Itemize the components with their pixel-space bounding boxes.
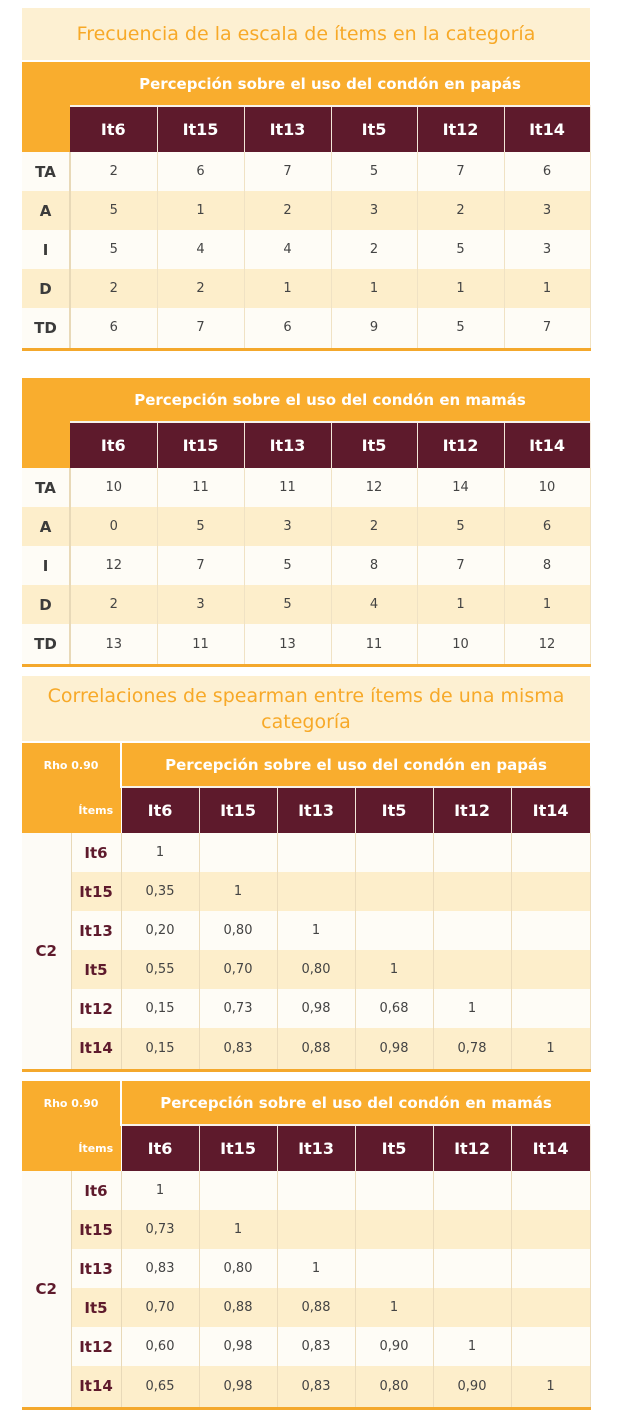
value-cell: 0,83	[121, 1249, 199, 1288]
row-label: TD	[22, 624, 70, 665]
value-cell	[433, 950, 511, 989]
value-cell: 0,80	[277, 950, 355, 989]
column-header: It12	[417, 422, 504, 468]
value-cell: 5	[157, 507, 244, 546]
items-label: Ítems	[71, 1125, 121, 1171]
value-cell: 0,88	[277, 1028, 355, 1070]
value-cell: 11	[157, 624, 244, 665]
value-cell: 1	[504, 269, 590, 308]
rho-label: Rho 0.90	[22, 1081, 121, 1125]
row-label: It5	[71, 950, 121, 989]
value-cell: 10	[70, 468, 157, 507]
value-cell: 0,80	[199, 911, 277, 950]
table-row	[22, 546, 590, 585]
value-cell: 8	[331, 546, 417, 585]
value-cell: 5	[70, 191, 157, 230]
value-cell	[433, 872, 511, 911]
value-cell: 2	[157, 269, 244, 308]
value-cell: 7	[244, 152, 331, 191]
value-cell: 1	[199, 872, 277, 911]
value-cell: 5	[70, 230, 157, 269]
value-cell: 0,83	[277, 1366, 355, 1408]
value-cell: 1	[504, 585, 590, 624]
value-cell: 1	[121, 1171, 199, 1210]
value-cell: 11	[331, 624, 417, 665]
category-label: C2	[22, 833, 71, 1070]
table-row	[22, 585, 590, 624]
value-cell: 0,80	[199, 1249, 277, 1288]
table-row	[22, 1171, 590, 1210]
row-label: It6	[71, 1171, 121, 1210]
table-row	[22, 1249, 590, 1288]
table-corner	[22, 62, 70, 152]
value-cell: 2	[331, 507, 417, 546]
row-label: TA	[22, 152, 70, 191]
row-label: It13	[71, 911, 121, 950]
value-cell: 0,90	[355, 1327, 433, 1366]
value-cell: 12	[504, 624, 590, 665]
row-label: It14	[71, 1366, 121, 1408]
value-cell	[511, 950, 590, 989]
value-cell: 1	[433, 989, 511, 1028]
value-cell: 1	[244, 269, 331, 308]
row-label: TD	[22, 308, 70, 349]
value-cell: 1	[157, 191, 244, 230]
row-label: It13	[71, 1249, 121, 1288]
value-cell: 0,83	[277, 1327, 355, 1366]
row-label: It14	[71, 1028, 121, 1070]
column-header: It5	[331, 106, 417, 152]
value-cell: 1	[511, 1028, 590, 1070]
group-header: Percepción sobre el uso del condón en papás	[70, 62, 590, 106]
value-cell: 7	[417, 546, 504, 585]
column-header: It5	[355, 1125, 433, 1171]
value-cell: 1	[433, 1327, 511, 1366]
row-label: I	[22, 230, 70, 269]
row-label: It12	[71, 989, 121, 1028]
column-header: It6	[121, 787, 199, 833]
rho-label: Rho 0.90	[22, 743, 121, 787]
value-cell: 0,88	[277, 1288, 355, 1327]
value-cell: 0,60	[121, 1327, 199, 1366]
column-header: It6	[70, 422, 157, 468]
column-header: It15	[157, 422, 244, 468]
value-cell: 4	[157, 230, 244, 269]
value-cell: 0,15	[121, 989, 199, 1028]
group-header: Percepción sobre el uso del condón en papás	[121, 743, 590, 787]
value-cell: 1	[417, 585, 504, 624]
value-cell: 6	[504, 507, 590, 546]
value-cell: 4	[244, 230, 331, 269]
correlation-table-papas	[22, 743, 591, 1072]
table-row	[22, 624, 590, 665]
table-row	[22, 833, 590, 872]
value-cell	[277, 1171, 355, 1210]
value-cell: 2	[417, 191, 504, 230]
column-header: It12	[417, 106, 504, 152]
value-cell: 14	[417, 468, 504, 507]
value-cell: 3	[157, 585, 244, 624]
row-label: It5	[71, 1288, 121, 1327]
value-cell: 5	[417, 507, 504, 546]
value-cell: 6	[157, 152, 244, 191]
value-cell: 0,98	[199, 1327, 277, 1366]
column-header: It15	[199, 1125, 277, 1171]
value-cell	[433, 833, 511, 872]
value-cell	[433, 1288, 511, 1327]
row-label: A	[22, 191, 70, 230]
value-cell: 1	[511, 1366, 590, 1408]
table-row	[22, 1288, 590, 1327]
value-cell: 0,35	[121, 872, 199, 911]
value-cell: 0,65	[121, 1366, 199, 1408]
value-cell: 7	[157, 546, 244, 585]
column-header: It12	[433, 1125, 511, 1171]
table-row	[22, 468, 590, 507]
column-header: It13	[277, 1125, 355, 1171]
value-cell: 1	[277, 1249, 355, 1288]
value-cell: 0,98	[277, 989, 355, 1028]
value-cell: 7	[417, 152, 504, 191]
table-row	[22, 152, 590, 191]
value-cell	[355, 1210, 433, 1249]
value-cell: 4	[331, 585, 417, 624]
value-cell: 12	[331, 468, 417, 507]
table-row	[22, 230, 590, 269]
table-row	[22, 989, 590, 1028]
column-header: It13	[277, 787, 355, 833]
value-cell: 0,55	[121, 950, 199, 989]
group-header: Percepción sobre el uso del condón en mamás	[121, 1081, 590, 1125]
value-cell	[199, 1171, 277, 1210]
value-cell: 2	[244, 191, 331, 230]
column-header: It13	[244, 422, 331, 468]
correlations-title: Correlaciones de spearman entre ítems de una misma categoría	[22, 676, 590, 741]
value-cell: 8	[504, 546, 590, 585]
value-cell: 5	[417, 230, 504, 269]
value-cell: 5	[417, 308, 504, 349]
table-row	[22, 1210, 590, 1249]
value-cell	[511, 989, 590, 1028]
correlation-table-mamas	[22, 1081, 591, 1410]
table-row	[22, 1366, 590, 1408]
value-cell: 13	[70, 624, 157, 665]
value-cell: 0,78	[433, 1028, 511, 1070]
value-cell	[511, 1249, 590, 1288]
value-cell: 6	[244, 308, 331, 349]
value-cell: 3	[504, 230, 590, 269]
column-header: It14	[511, 787, 590, 833]
items-label: Ítems	[71, 787, 121, 833]
value-cell	[511, 833, 590, 872]
value-cell	[511, 1327, 590, 1366]
value-cell: 3	[244, 507, 331, 546]
column-header: It6	[121, 1125, 199, 1171]
value-cell: 0,68	[355, 989, 433, 1028]
value-cell: 1	[355, 1288, 433, 1327]
value-cell: 3	[331, 191, 417, 230]
value-cell	[433, 1210, 511, 1249]
value-cell: 3	[504, 191, 590, 230]
column-header: It15	[157, 106, 244, 152]
value-cell: 6	[504, 152, 590, 191]
value-cell: 13	[244, 624, 331, 665]
value-cell: 10	[417, 624, 504, 665]
column-header: It5	[355, 787, 433, 833]
table-corner	[22, 1125, 71, 1171]
value-cell: 5	[331, 152, 417, 191]
value-cell: 0,98	[199, 1366, 277, 1408]
table-row	[22, 191, 590, 230]
value-cell	[277, 833, 355, 872]
category-label: C2	[22, 1171, 71, 1408]
value-cell: 1	[199, 1210, 277, 1249]
value-cell: 9	[331, 308, 417, 349]
frequency-table-papas	[22, 62, 591, 351]
column-header: It14	[504, 106, 590, 152]
value-cell: 1	[355, 950, 433, 989]
column-header: It14	[511, 1125, 590, 1171]
row-label: D	[22, 269, 70, 308]
value-cell	[433, 1171, 511, 1210]
row-label: It15	[71, 1210, 121, 1249]
value-cell	[277, 1210, 355, 1249]
value-cell: 0,70	[121, 1288, 199, 1327]
value-cell: 0,70	[199, 950, 277, 989]
value-cell	[511, 1288, 590, 1327]
value-cell	[277, 872, 355, 911]
column-header: It6	[70, 106, 157, 152]
column-header: It12	[433, 787, 511, 833]
row-label: TA	[22, 468, 70, 507]
value-cell	[355, 1171, 433, 1210]
value-cell	[433, 1249, 511, 1288]
row-label: D	[22, 585, 70, 624]
column-header: It15	[199, 787, 277, 833]
table-row	[22, 1327, 590, 1366]
row-label: It12	[71, 1327, 121, 1366]
table-corner	[22, 787, 71, 833]
value-cell: 2	[70, 152, 157, 191]
value-cell	[511, 1171, 590, 1210]
value-cell: 2	[70, 585, 157, 624]
table-row	[22, 308, 590, 349]
value-cell: 5	[244, 585, 331, 624]
column-header: It13	[244, 106, 331, 152]
value-cell	[511, 911, 590, 950]
value-cell: 1	[417, 269, 504, 308]
value-cell: 0,15	[121, 1028, 199, 1070]
row-label: A	[22, 507, 70, 546]
column-header: It14	[504, 422, 590, 468]
value-cell: 0,80	[355, 1366, 433, 1408]
value-cell: 11	[244, 468, 331, 507]
table-row	[22, 872, 590, 911]
value-cell	[199, 833, 277, 872]
value-cell: 1	[121, 833, 199, 872]
value-cell	[355, 833, 433, 872]
row-label: I	[22, 546, 70, 585]
value-cell: 11	[157, 468, 244, 507]
value-cell: 2	[331, 230, 417, 269]
value-cell: 12	[70, 546, 157, 585]
value-cell: 6	[70, 308, 157, 349]
table-row	[22, 507, 590, 546]
table-corner	[22, 378, 70, 468]
table-row	[22, 269, 590, 308]
table-row	[22, 1028, 590, 1070]
value-cell: 0,90	[433, 1366, 511, 1408]
value-cell	[511, 1210, 590, 1249]
value-cell: 0,88	[199, 1288, 277, 1327]
value-cell: 1	[277, 911, 355, 950]
value-cell: 0,83	[199, 1028, 277, 1070]
value-cell: 1	[331, 269, 417, 308]
value-cell	[355, 1249, 433, 1288]
value-cell	[355, 872, 433, 911]
row-label: It6	[71, 833, 121, 872]
value-cell: 0,20	[121, 911, 199, 950]
value-cell: 10	[504, 468, 590, 507]
value-cell: 0	[70, 507, 157, 546]
value-cell: 0,98	[355, 1028, 433, 1070]
value-cell: 7	[504, 308, 590, 349]
value-cell: 7	[157, 308, 244, 349]
value-cell: 2	[70, 269, 157, 308]
table-row	[22, 950, 590, 989]
frequency-table-mamas	[22, 378, 591, 667]
value-cell: 0,73	[199, 989, 277, 1028]
value-cell	[433, 911, 511, 950]
frequency-title: Frecuencia de la escala de ítems en la categoría	[22, 8, 590, 60]
group-header: Percepción sobre el uso del condón en mamás	[70, 378, 590, 422]
table-row	[22, 911, 590, 950]
value-cell: 5	[244, 546, 331, 585]
value-cell	[355, 911, 433, 950]
column-header: It5	[331, 422, 417, 468]
value-cell: 0,73	[121, 1210, 199, 1249]
row-label: It15	[71, 872, 121, 911]
value-cell	[511, 872, 590, 911]
